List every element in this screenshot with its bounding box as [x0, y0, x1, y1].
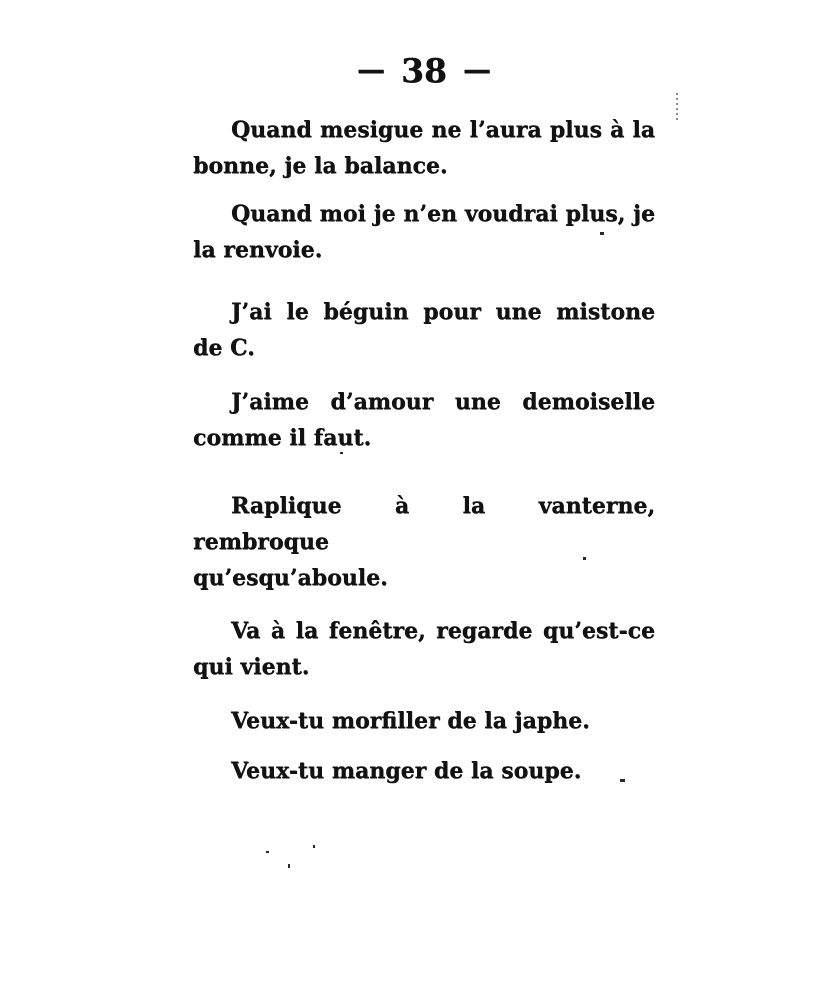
text-line: Raplique à la vanterne, rembroque — [193, 493, 655, 555]
text-line: Quand moi je n’en voudrai plus, je — [231, 201, 655, 227]
scan-artifact-dotted-line — [676, 93, 678, 120]
page-number-value: 38 — [401, 51, 447, 90]
text-line: J’aime d’amour une demoiselle — [231, 389, 655, 415]
header-dash-left: — — [357, 53, 386, 86]
paragraph-translation — [193, 613, 655, 685]
page-number — [193, 52, 655, 92]
text-line: qui vient. — [193, 654, 310, 680]
paragraph-argot — [193, 703, 655, 739]
scan-speck — [340, 452, 343, 454]
scan-speck — [313, 845, 315, 848]
text-line: la renvoie. — [193, 237, 323, 263]
text-line: de C. — [193, 335, 255, 361]
header-dash-right: — — [462, 53, 491, 86]
paragraph-translation — [193, 384, 655, 456]
scan-speck — [620, 779, 625, 782]
text-line: Va à la fenêtre, regarde qu’est-ce — [231, 618, 655, 644]
paragraph-argot — [193, 294, 655, 366]
text-line: Veux-tu morfiller de la japhe. — [231, 708, 590, 734]
paragraph-translation — [193, 753, 655, 789]
scan-speck — [288, 864, 290, 868]
text-line: bonne, je la balance. — [193, 153, 448, 179]
scan-speck — [583, 557, 586, 560]
text-line: comme il faut. — [193, 425, 372, 451]
text-block — [193, 112, 655, 789]
text-line: Quand mesigue ne l’aura plus à la — [231, 117, 655, 143]
paragraph-translation — [193, 196, 655, 268]
text-line: qu’esqu’aboule. — [193, 565, 388, 591]
scan-speck — [600, 232, 604, 235]
text-line: Veux-tu manger de la soupe. — [231, 758, 582, 784]
paragraph-argot — [193, 112, 655, 184]
scan-speck — [266, 851, 269, 853]
text-line: J’ai le béguin pour une mistone — [231, 299, 655, 325]
paragraph-argot — [193, 488, 655, 596]
